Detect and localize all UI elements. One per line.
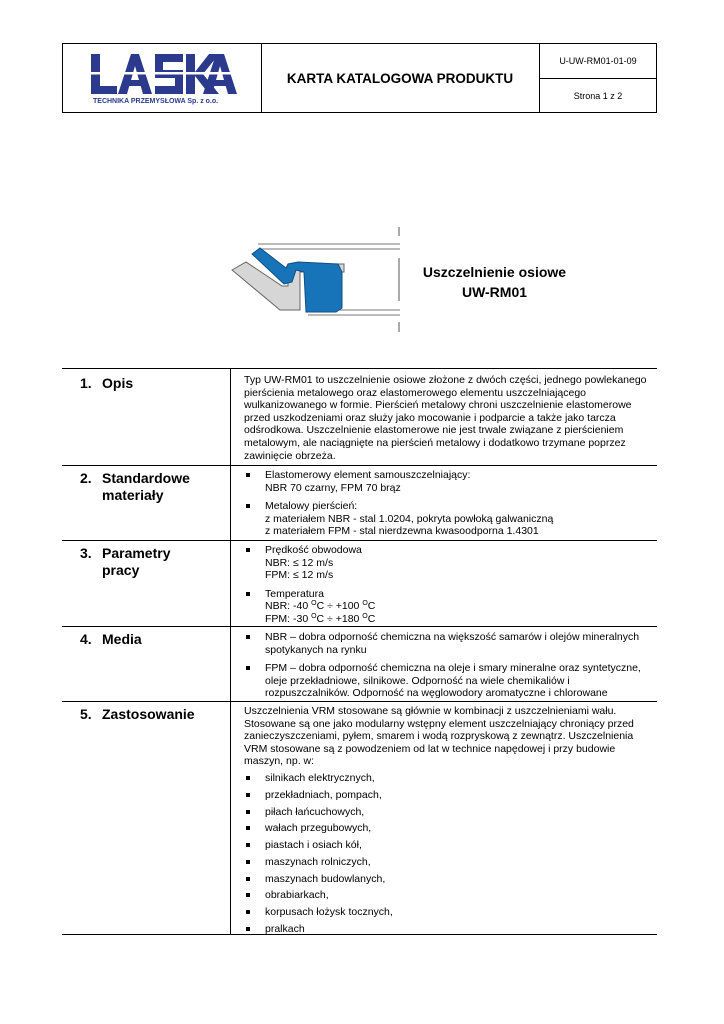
logo-cell: [63, 44, 262, 112]
section-2-body: [244, 469, 656, 544]
section-5-title: 5. Zastosowanie: [80, 706, 195, 722]
section-3-title: 3. Parametry pracy: [80, 545, 171, 578]
application-text: Uszczelnienia VRM stosowane są głównie w kombinacji z uszczelnieniami wału. Stosowane są one jako modularny wstępny element uszczelniający chroniący przed zanieczyszczeniami, pyłem, smarem i wodą rozpryskową z zewnątrz. Uszczelnienia VRM stosowane są z powodzeniem od lat w technice napędowej i przy budowie maszyn, np. w:: [244, 705, 634, 768]
section-3-body: [244, 544, 656, 632]
list-item: Elastomerowy element samouszczelniający: NBR 70 czarny, FPM 70 brąz: [244, 469, 656, 494]
description-text: Typ UW-RM01 to uszczelnienie osiowe złożone z dwóch części, jednego powlekanego pierścienia metalowego oraz elastomerowego elementu uszczelniającego wulkanizowanego w formie. Pierścień metalowy chroni uszczelnienie elastomerowe przed uszkodzeniami oraz służy jako mocowanie i podparcie a także jako tarcza odśrodkowa. Uszczelnienie elastomerowe nie jest trwale związane z pierścieniem metalowym, ale naciągnięte na pierścień metalowy i dodatkowo trzymane poprzez zawinięcie obrzeża.: [244, 374, 647, 462]
temp-nbr: NBR: -40 $^O$C ÷ +100 $^O$C: [265, 600, 376, 613]
product-code: UW-RM01: [461, 284, 528, 300]
section-2-title: 2. Standardowe materiały: [80, 470, 190, 503]
seal-cross-section-drawing: [228, 224, 408, 336]
list-item: FPM – dobra odporność chemiczna na oleje i smary mineralne oraz syntetyczne, oleje przekładniowe, silnikowe. Odporność na wiele chemikaliów i rozpuszczalników. Odporność na węglowodory aromatyczne i chlorowane: [244, 662, 656, 700]
list-item: przekładniach, pompach,: [244, 789, 656, 802]
list-item: maszynach rolniczych,: [244, 856, 656, 869]
logo-subtitle: TECHNIKA PRZEMYSŁOWA Sp. z o.o.: [93, 98, 219, 105]
section-4-body: [244, 631, 656, 706]
list-item: Metalowy pierścień: z materiałem NBR - stal 1.0204, pokryta powłoką galwaniczną z materiałem FPM - stal nierdzewna kwasoodporna 1.4301: [244, 500, 656, 538]
header-table: [62, 43, 657, 113]
list-item: Prędkość obwodowa NBR: ≤ 12 m/s FPM: ≤ 12 m/s: [244, 544, 656, 582]
section-1-body: [244, 374, 656, 462]
section-divider: [62, 465, 657, 466]
list-item: wałach przegubowych,: [244, 822, 656, 835]
list-item: NBR – dobra odporność chemiczna na większość samarów i olejów mineralnych spotykanych na rynku: [244, 631, 656, 656]
list-item: Temperatura NBR: -40 $^O$C ÷ +100 $^O$C FPM: -30 $^O$C ÷ +180 $^O$C: [244, 588, 656, 626]
list-item: piłach łańcuchowych,: [244, 806, 656, 819]
section-divider: [62, 368, 657, 369]
section-4-title: 4. Media: [80, 631, 142, 647]
page-number: Strona 1 z 2: [573, 90, 623, 101]
doc-code: U-UW-RM01-01-09: [540, 44, 656, 79]
temp-fpm: FPM: -30 $^O$C ÷ +180 $^O$C: [265, 612, 376, 625]
column-divider: [230, 368, 231, 934]
list-item: piastach i osiach kół,: [244, 839, 656, 852]
section-5-body: [244, 705, 656, 940]
list-item: maszynach budowlanych,: [244, 873, 656, 886]
document-title: KARTA KATALOGOWA PRODUKTU: [261, 44, 540, 112]
laska-logo: [91, 52, 237, 98]
list-item: silnikach elektrycznych,: [244, 772, 656, 785]
product-title: [412, 262, 577, 302]
list-item: obrabiarkach,: [244, 889, 656, 902]
list-item: pralkach: [244, 923, 656, 936]
doc-info-cell: [540, 44, 656, 112]
section-1-title: 1. Opis: [80, 375, 134, 391]
list-item: korpusach łożysk tocznych,: [244, 906, 656, 919]
product-name: Uszczelnienie osiowe: [422, 264, 567, 280]
